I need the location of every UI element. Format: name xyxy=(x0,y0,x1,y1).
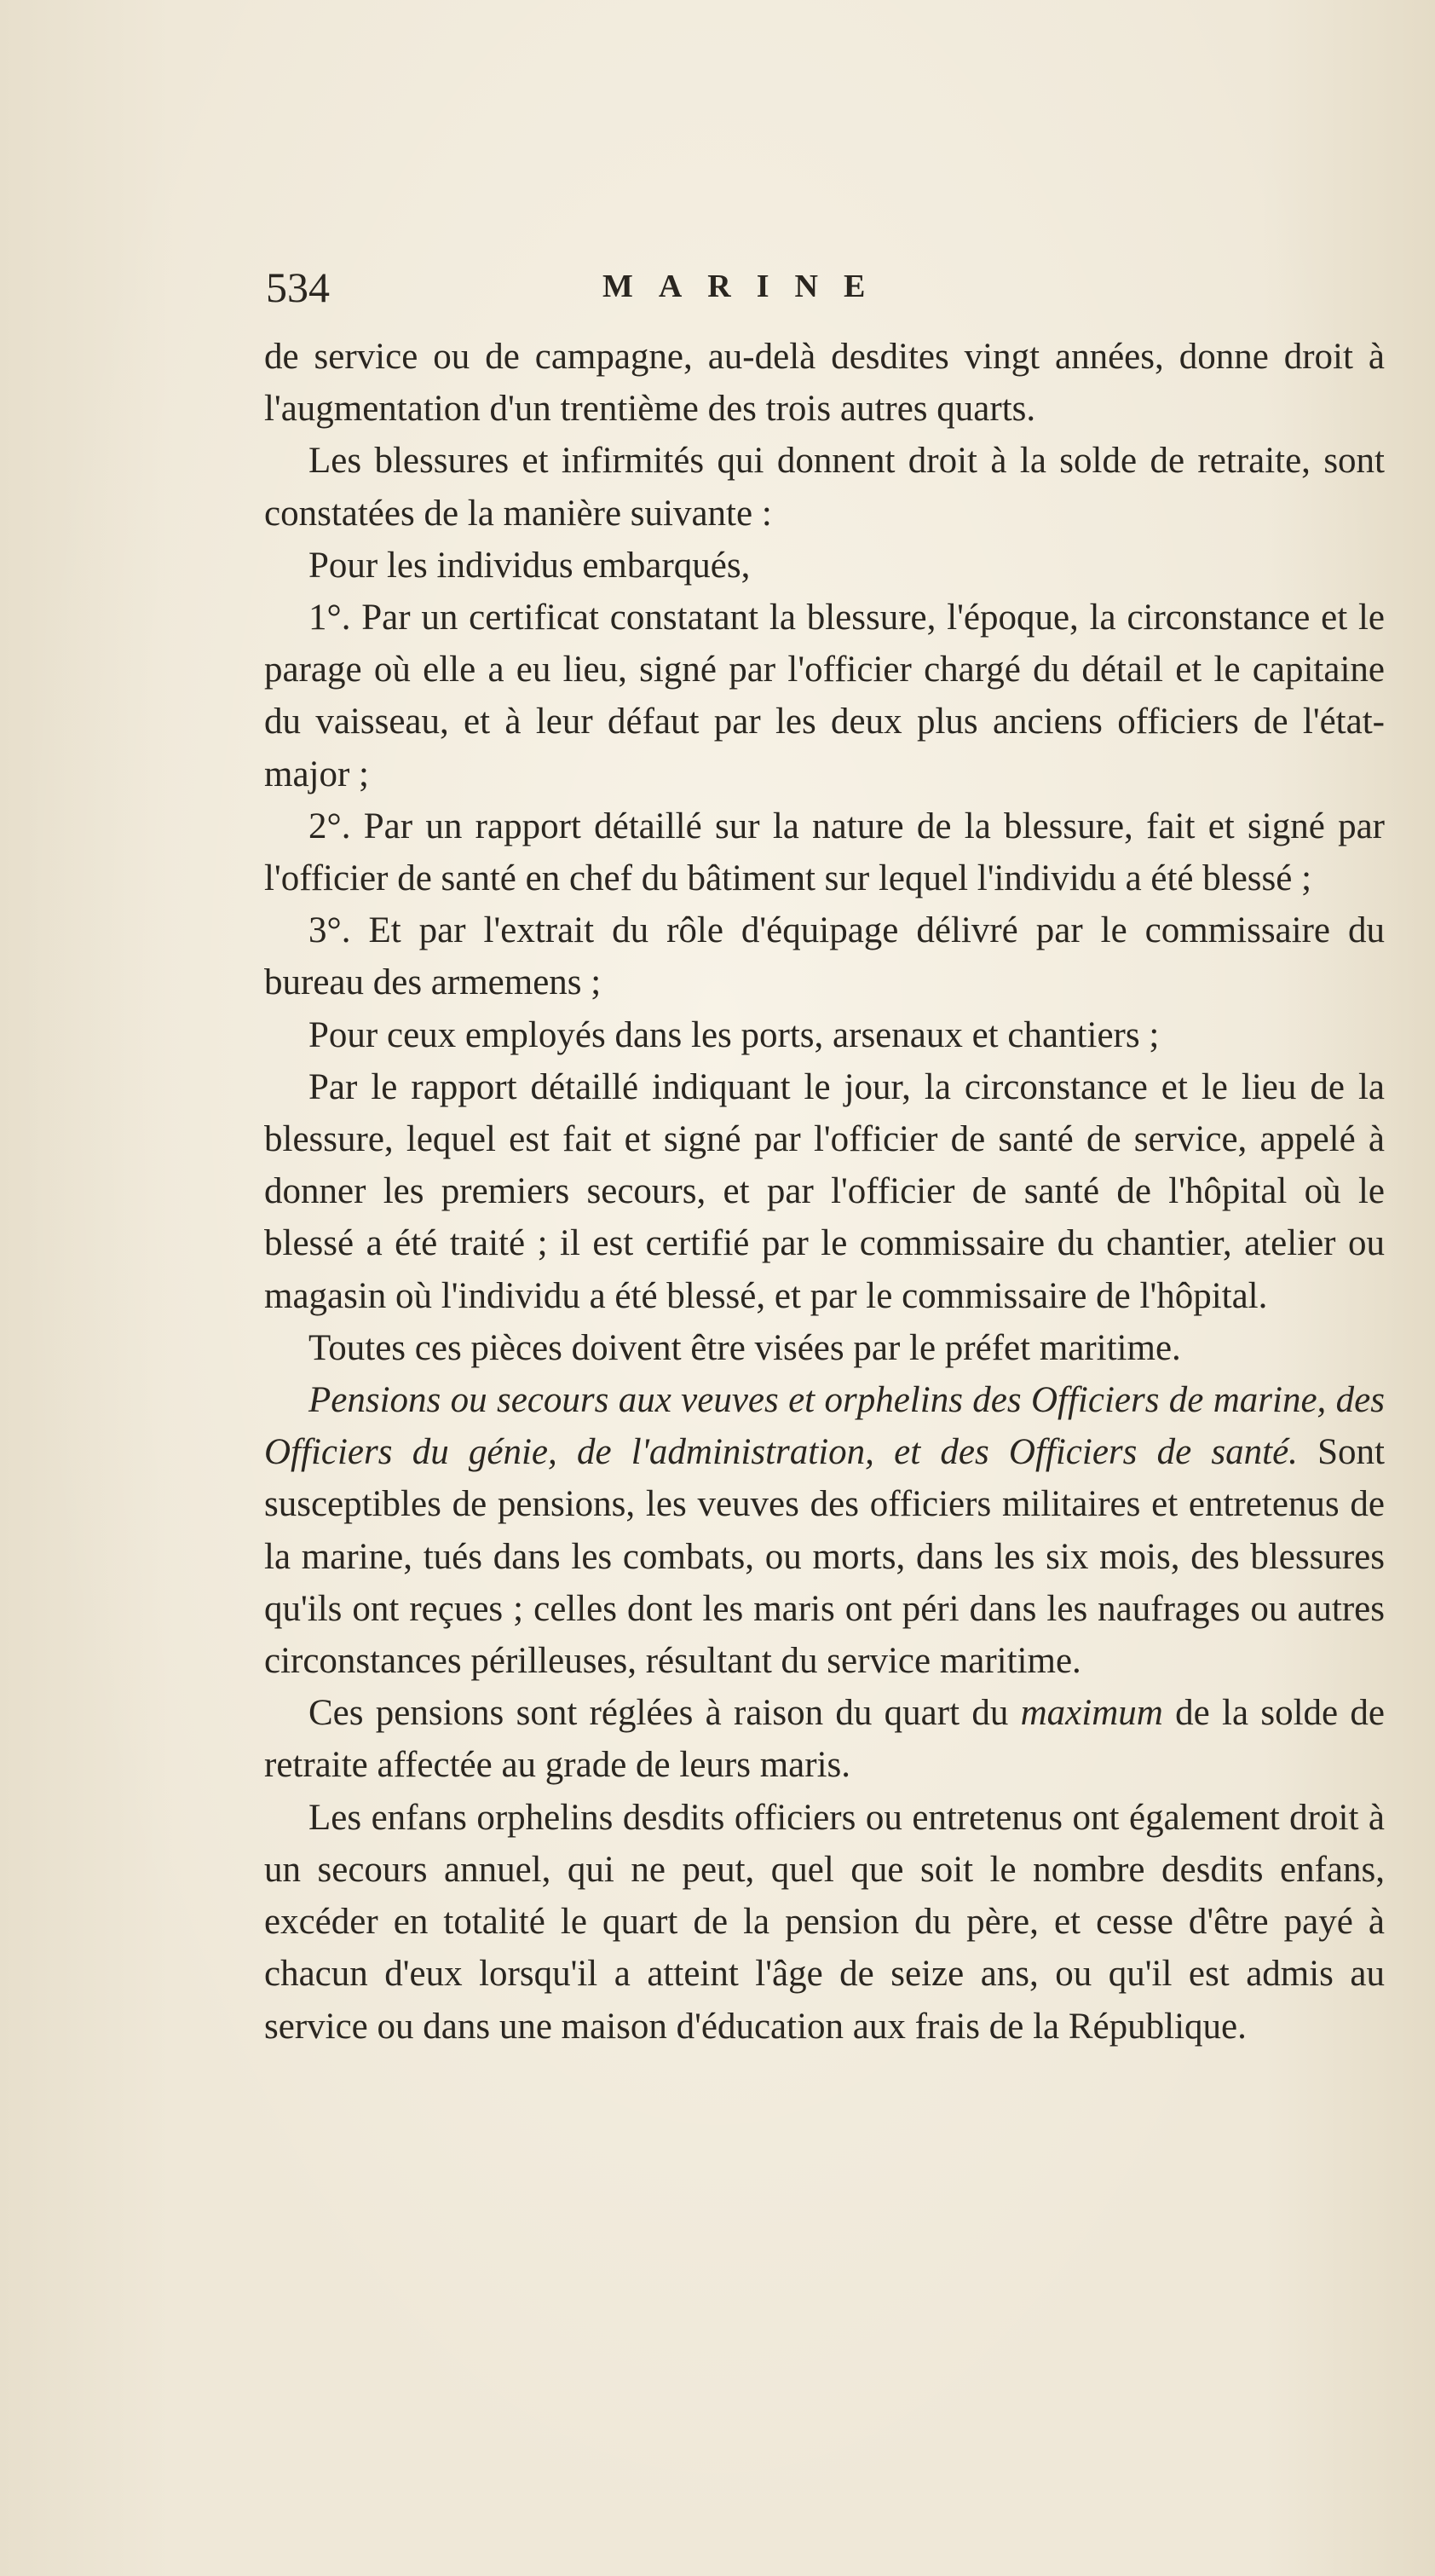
paragraph: Les blessures et infirmités qui donnent droit à la solde de retraite, sont constatées de la manière suivante : xyxy=(264,441,1385,534)
paragraph: Les enfans orphelins desdits officiers ou entretenus ont également droit à un secours annuel, qui ne peut, quel que soit le nombre desdits enfans, excéder en totalité le quart de la pension du père, et cesse d'être payé à chacun d'eux lorsqu'il a atteint l'âge de seize ans, ou qu'il est admis au service ou dans une maison d'éducation aux frais de la République. xyxy=(264,1797,1385,2047)
paragraph: 3°. Et par l'extrait du rôle d'équipage délivré par le commissaire du bureau des armemens ; xyxy=(264,910,1385,1003)
running-head: MARINE xyxy=(602,269,891,304)
paragraph: 1°. Par un certificat constatant la blessure, l'époque, la circonstance et le parage où elle a eu lieu, signé par l'officier chargé du détail et le capitaine du vaisseau, et à leur défaut par les deux plus anciens officiers de l'état-major ; xyxy=(264,598,1385,794)
section-heading: Pensions ou secours aux veuves et orphelins des Officiers de marine, des Officiers du génie, de l'administration, et des Officiers de santé. xyxy=(264,1380,1385,1473)
paragraph: Toutes ces pièces doivent être visées par le préfet maritime. xyxy=(308,1327,1181,1368)
italic-term: maximum xyxy=(1020,1693,1163,1734)
paragraph: 2°. Par un rapport détaillé sur la nature de la blessure, fait et signé par l'officier de santé en chef du bâtiment sur lequel l'individu a été blessé ; xyxy=(264,806,1385,899)
paragraph: Pour les individus embarqués, xyxy=(308,545,751,586)
page-header xyxy=(266,263,1382,322)
paragraph-continuation: de service ou de campagne, au-delà desdites vingt années, donne droit à l'augmentation d'un trentième des trois autres quarts. xyxy=(264,337,1385,430)
paragraph: Pour ceux employés dans les ports, arsenaux et chantiers ; xyxy=(308,1014,1160,1055)
body-text xyxy=(264,331,1385,2053)
page-number: 534 xyxy=(266,263,330,311)
paragraph: Ces pensions sont réglées à raison du quart du maximum de la solde de retraite affectée au grade de leurs maris. xyxy=(264,1693,1385,1786)
section-paragraph: Pensions ou secours aux veuves et orphelins des Officiers de marine, des Officiers du génie, de l'administration, et des Officiers de santé. Sont susceptibles de pensions, les veuves des officiers militaires et entretenus de la marine, tués dans les combats, ou morts, dans les six mois, des blessures qu'ils ont reçues ; celles dont les maris ont péri dans les naufrages ou autres circonstances périlleuses, résultant du service maritime. xyxy=(264,1380,1385,1682)
paragraph: Par le rapport détaillé indiquant le jour, la circonstance et le lieu de la blessure, lequel est fait et signé par l'officier de santé de service, appelé à donner les premiers secours, et par l'officier de santé de l'hôpital où le blessé a été traité ; il est certifié par le commissaire du chantier, atelier ou magasin où l'individu a été blessé, et par le commissaire de l'hôpital. xyxy=(264,1066,1385,1316)
